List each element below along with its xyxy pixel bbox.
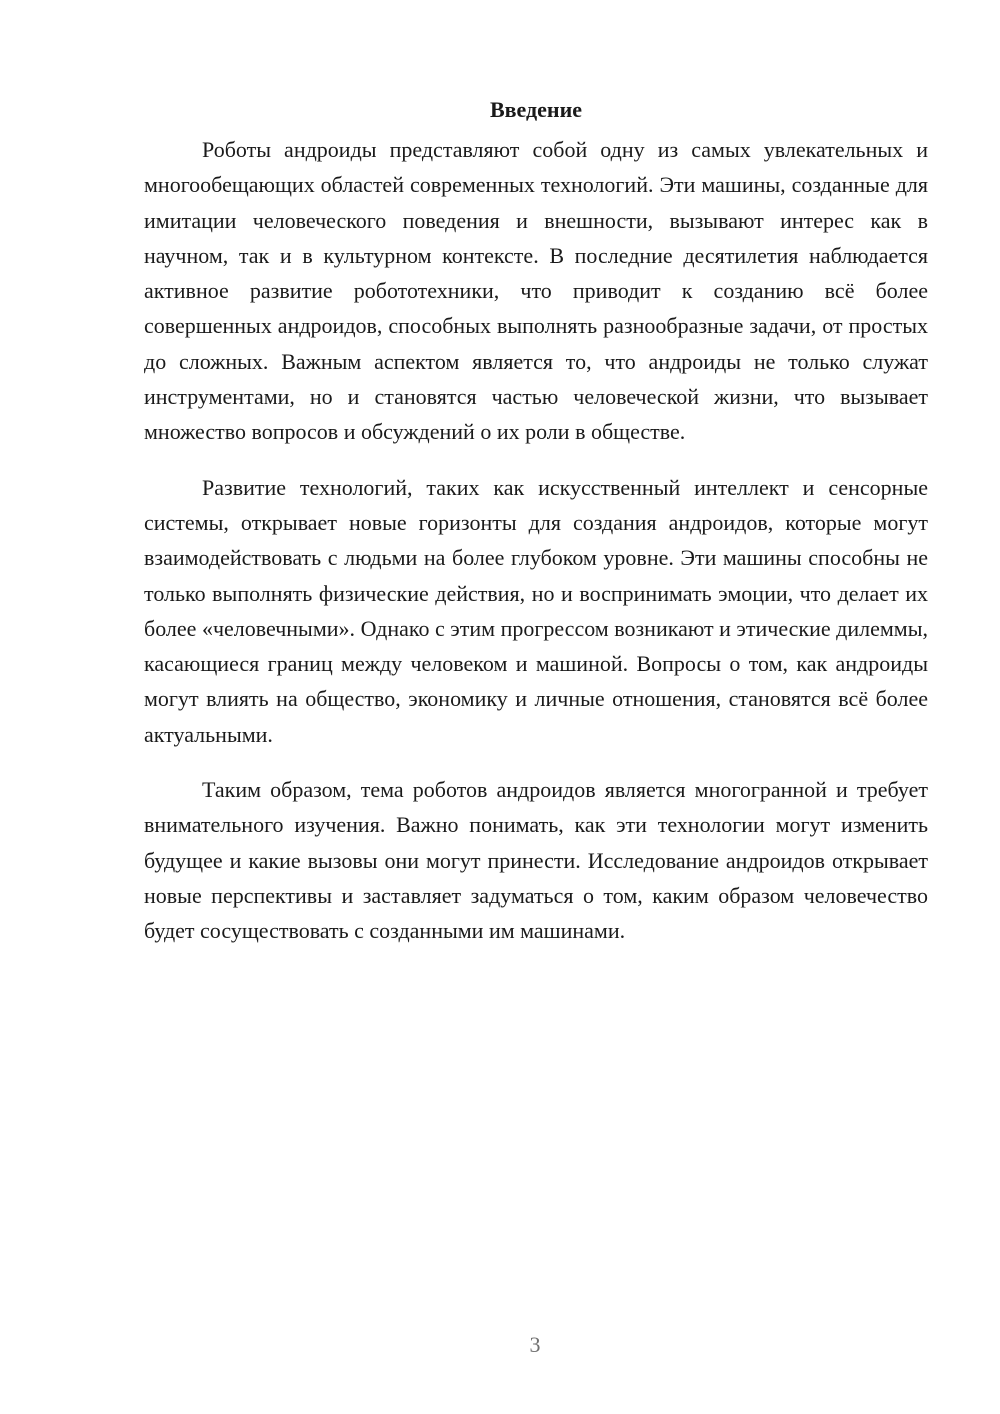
- section-heading: Введение: [489, 97, 583, 122]
- page-content: [144, 92, 928, 969]
- paragraph-3: Таким образом, тема роботов андроидов является многогранной и требует внимательного изучения. Важно понимать, как эти технологии могут изменить будущее и какие вызовы они могут принести. Исследование андроидов открывает новые перспективы и заставляет задуматься о том, каким образом человечество будет сосуществовать с созданными им машинами.: [144, 777, 928, 944]
- page-number: 3: [529, 1332, 541, 1357]
- paragraph-1: Роботы андроиды представляют собой одну из самых увлекательных и многообещающих областей современных технологий. Эти машины, созданные для имитации человеческого поведения и внешности, вызывают интерес как в научном, так и в культурном контексте. В последние десятилетия наблюдается активное развитие робототехники, что приводит к созданию всё более совершенных андроидов, способных выполнять разнообразные задачи, от простых до сложных. Важным аспектом является то, что андроиды не только служат инструментами, но и становятся частью человеческой жизни, что вызывает множество вопросов и обсуждений о их роли в обществе.: [144, 137, 928, 445]
- paragraph-2: Развитие технологий, таких как искусственный интеллект и сенсорные системы, открывает новые горизонты для создания андроидов, которые могут взаимодействовать с людьми на более глубоком уровне. Эти машины способны не только выполнять физические действия, но и воспринимать эмоции, что делает их более «человечными». Однако с этим прогрессом возникают и этические дилеммы, касающиеся границ между человеком и машиной. Вопросы о том, как андроиды могут влиять на общество, экономику и личные отношения, становятся всё более актуальными.: [144, 474, 928, 747]
